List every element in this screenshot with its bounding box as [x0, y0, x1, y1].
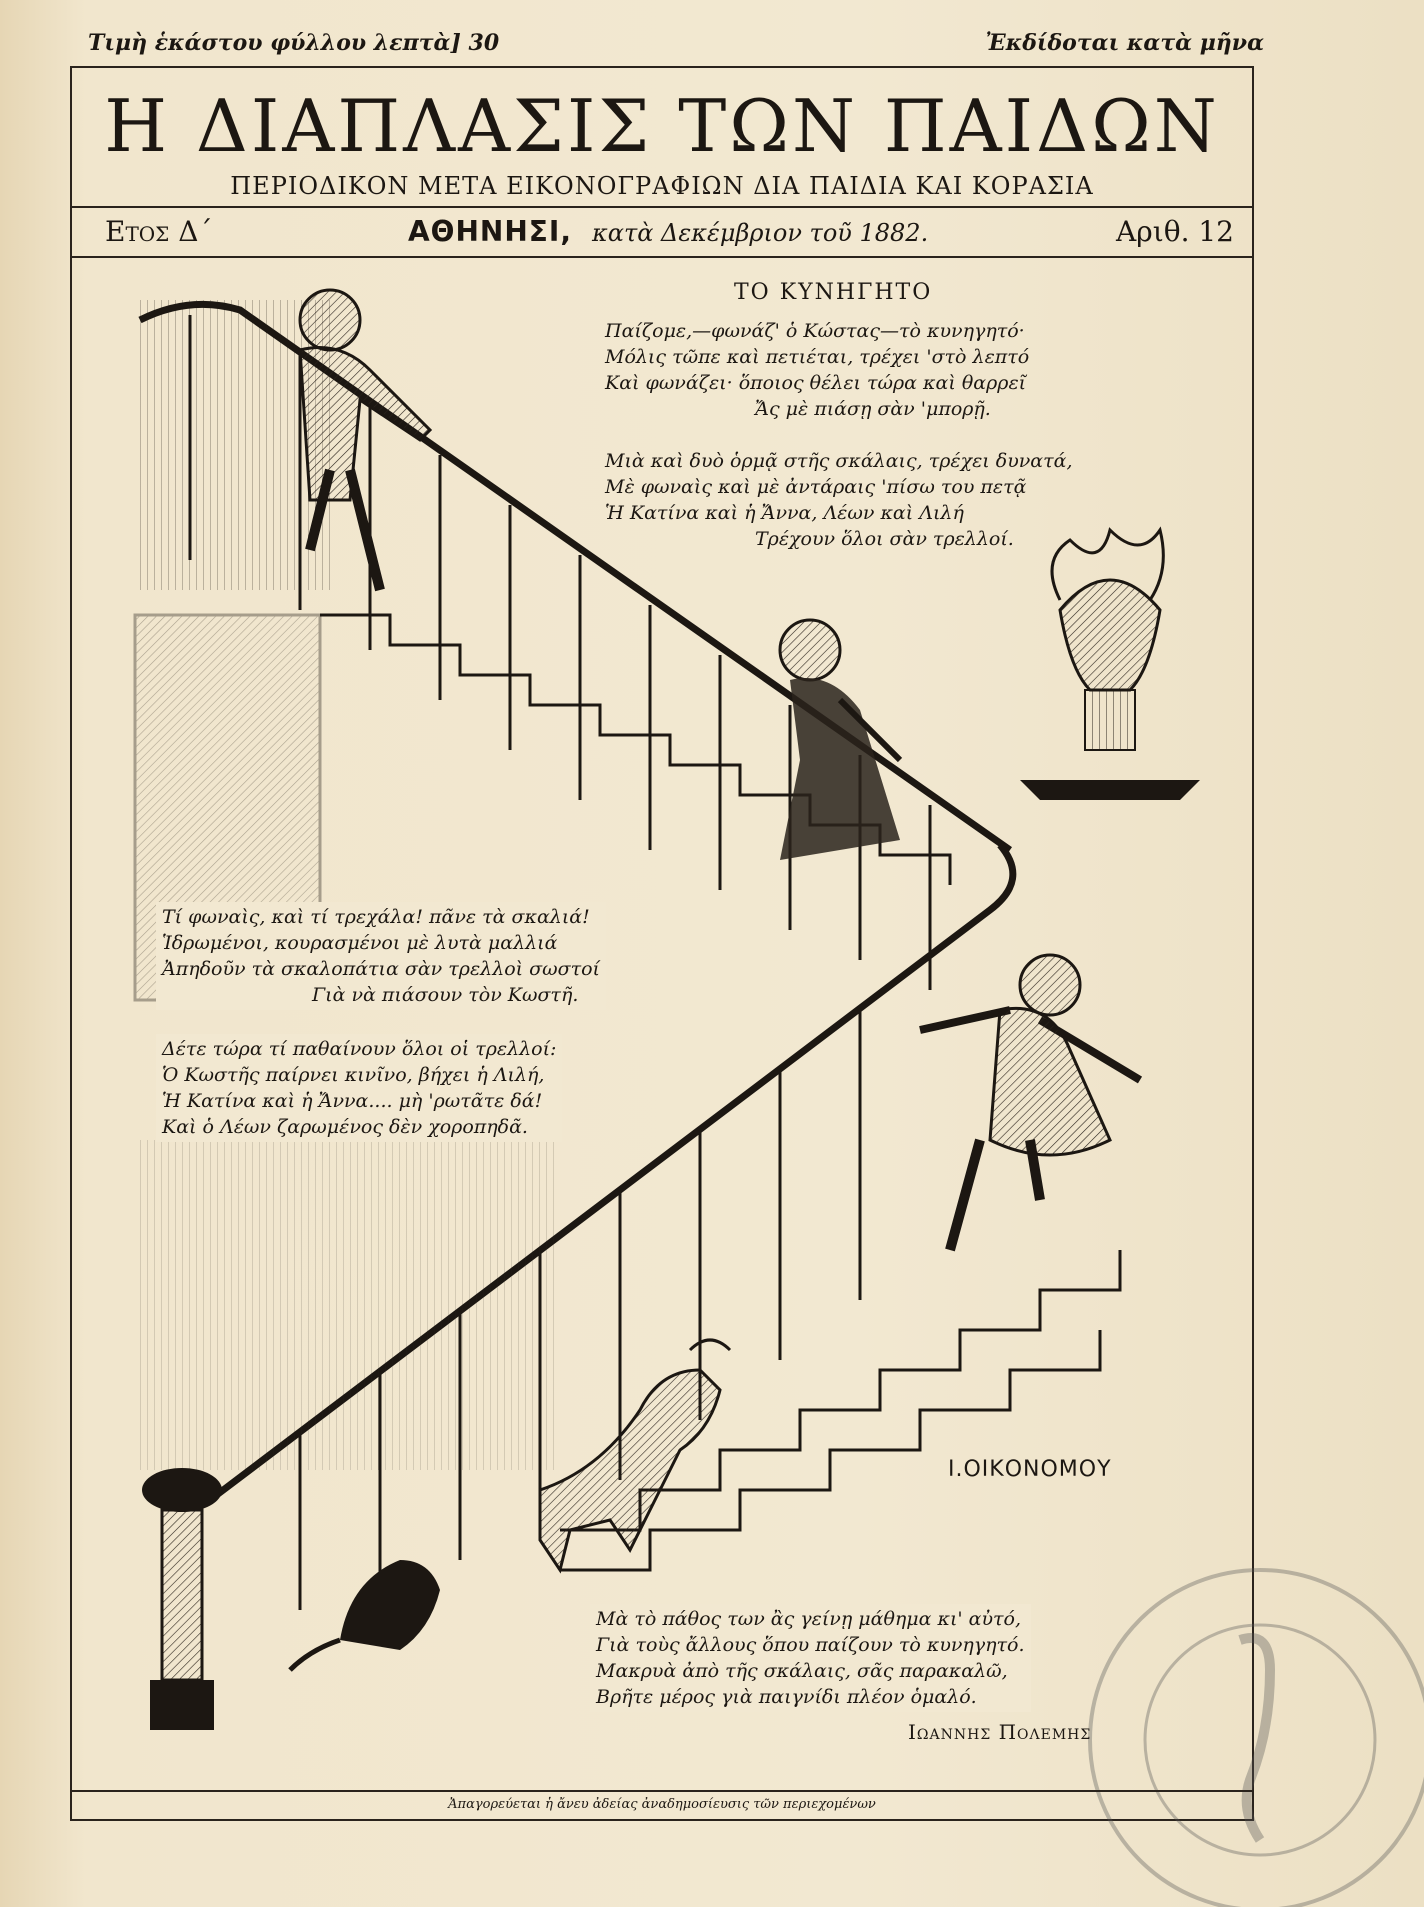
- stanza-2-line-2: Μὲ φωναὶς καὶ μὲ ἀντάραις 'πίσω του πετᾷ: [605, 476, 1027, 498]
- stanza-2-line-4: Τρέχουν ὅλοι σὰν τρελλοί.: [755, 528, 1014, 550]
- stanza-1-line-1: Παίζομε,—φωνάζ' ὁ Κώστας—τὸ κυνηγητό·: [605, 320, 1025, 342]
- stanza-5-line-2: Γιὰ τοὺς ἄλλους ὅπου παίζουν τὸ κυνηγητό.: [596, 1634, 1025, 1656]
- stanza-5-line-1: Μὰ τὸ πάθος των ἂς γείνῃ μάθημα κι' αὐτό,: [596, 1608, 1022, 1630]
- stanza-3-line-1: Τί φωναὶς, καὶ τί τρεχάλα! πᾶνε τὰ σκαλιά!: [162, 906, 590, 928]
- stanza-4-line-3: Ἡ Κατίνα καὶ ἡ Ἄννα.... μὴ 'ρωτᾶτε δά!: [162, 1090, 543, 1112]
- stanza-4: [156, 1034, 562, 1142]
- lower-wall: [135, 1140, 555, 1470]
- cat-figure: [290, 1560, 440, 1670]
- price-line: Τιμὴ ἑκάστου φύλλου λεπτὰ] 30: [88, 30, 500, 56]
- stanza-3-line-4: Γιὰ νὰ πιάσουν τὸν Κωστῆ.: [312, 984, 579, 1006]
- stanza-2-line-3: Ἡ Κατίνα καὶ ἡ Ἄννα, Λέων καὶ Λιλή: [605, 502, 964, 524]
- stanza-1: [605, 318, 1029, 422]
- poem-title: ΤΟ ΚΥΝΗΓΗΤΟ: [734, 280, 933, 305]
- running-girl-figure: [920, 955, 1140, 1250]
- newel-post: [142, 1468, 222, 1730]
- masthead-title: Η ΔΙΑΠΛΑΣΙΣ ΤΩΝ ΠΑΙΔΩΝ: [104, 84, 1220, 168]
- issue-number: Αριθ. 12: [1116, 215, 1234, 248]
- issue-date: κατὰ Δεκέμβριον τοῦ 1882.: [592, 219, 929, 247]
- stanza-5-line-3: Μακρυὰ ἀπὸ τῆς σκάλαις, σᾶς παρακαλῶ,: [596, 1660, 1008, 1682]
- stanza-5: [590, 1604, 1031, 1712]
- stanza-3-line-3: Ἀπηδοῦν τὰ σκαλοπάτια σὰν τρελλοὶ σωστοί: [162, 958, 600, 980]
- stanza-1-line-2: Μόλις τῶπε καὶ πετιέται, τρέχει 'στὸ λεπτό: [605, 346, 1030, 368]
- masthead-subtitle: ΠΕΡΙΟΔΙΚΟΝ ΜΕΤΑ ΕΙΚΟΝΟΓΡΑΦΙΩΝ ΔΙΑ ΠΑΙΔΙΑ ΚΑΙ ΚΟΡΑΣΙΑ: [230, 172, 1094, 200]
- stanza-3: [156, 902, 606, 1010]
- stanza-4-line-4: Καὶ ὁ Λέων ζαρωμένος δὲν χοροπηδᾶ.: [162, 1116, 528, 1138]
- dog-figure: [540, 1340, 730, 1570]
- footer-rule: [70, 1790, 1254, 1792]
- frequency-line: Ἐκδίδοται κατὰ μῆνα: [985, 30, 1264, 56]
- stanza-1-line-4: Ἄς μὲ πιάσῃ σὰν 'μπορῇ.: [755, 398, 991, 420]
- vase-on-shelf: [1020, 530, 1200, 800]
- poem-author: Ιωαννης Πολεμης: [908, 1720, 1092, 1744]
- library-seal-stamp: [1090, 1570, 1424, 1907]
- issue-year: Ετος Δ΄: [105, 215, 213, 248]
- artist-signature: Ι.ΟΙΚΟΝΟΜΟΥ: [948, 1457, 1112, 1482]
- stanza-4-line-1: Δέτε τώρα τί παθαίνουν ὅλοι οἱ τρελλοί:: [162, 1038, 557, 1060]
- stanza-5-line-4: Βρῆτε μέρος γιὰ παιγνίδι πλέον ὁμαλό.: [596, 1686, 977, 1708]
- copyright-notice: Ἀπαγορεύεται ἡ ἄνευ ἀδείας ἀναδημοσίευσις τῶν περιεχομένων: [448, 1797, 876, 1812]
- stanza-3-line-2: Ἱδρωμένοι, κουρασμένοι μὲ λυτὰ μαλλιά: [162, 932, 558, 954]
- stanza-4-line-2: Ὁ Κωστῆς παίρνει κινῖνο, βήχει ἡ Λιλή,: [162, 1064, 545, 1086]
- stanza-2: [605, 448, 1073, 552]
- stanza-1-line-3: Καὶ φωνάζει· ὅποιος θέλει τώρα καὶ θαρρεῖ: [605, 372, 1027, 394]
- girl-figure: [780, 620, 900, 860]
- issue-place: ΑΘΗΝΗΣΙ,: [408, 215, 572, 248]
- stanza-2-line-1: Μιὰ καὶ δυὸ ὁρμᾷ στῆς σκάλαις, τρέχει δυνατά,: [605, 450, 1073, 472]
